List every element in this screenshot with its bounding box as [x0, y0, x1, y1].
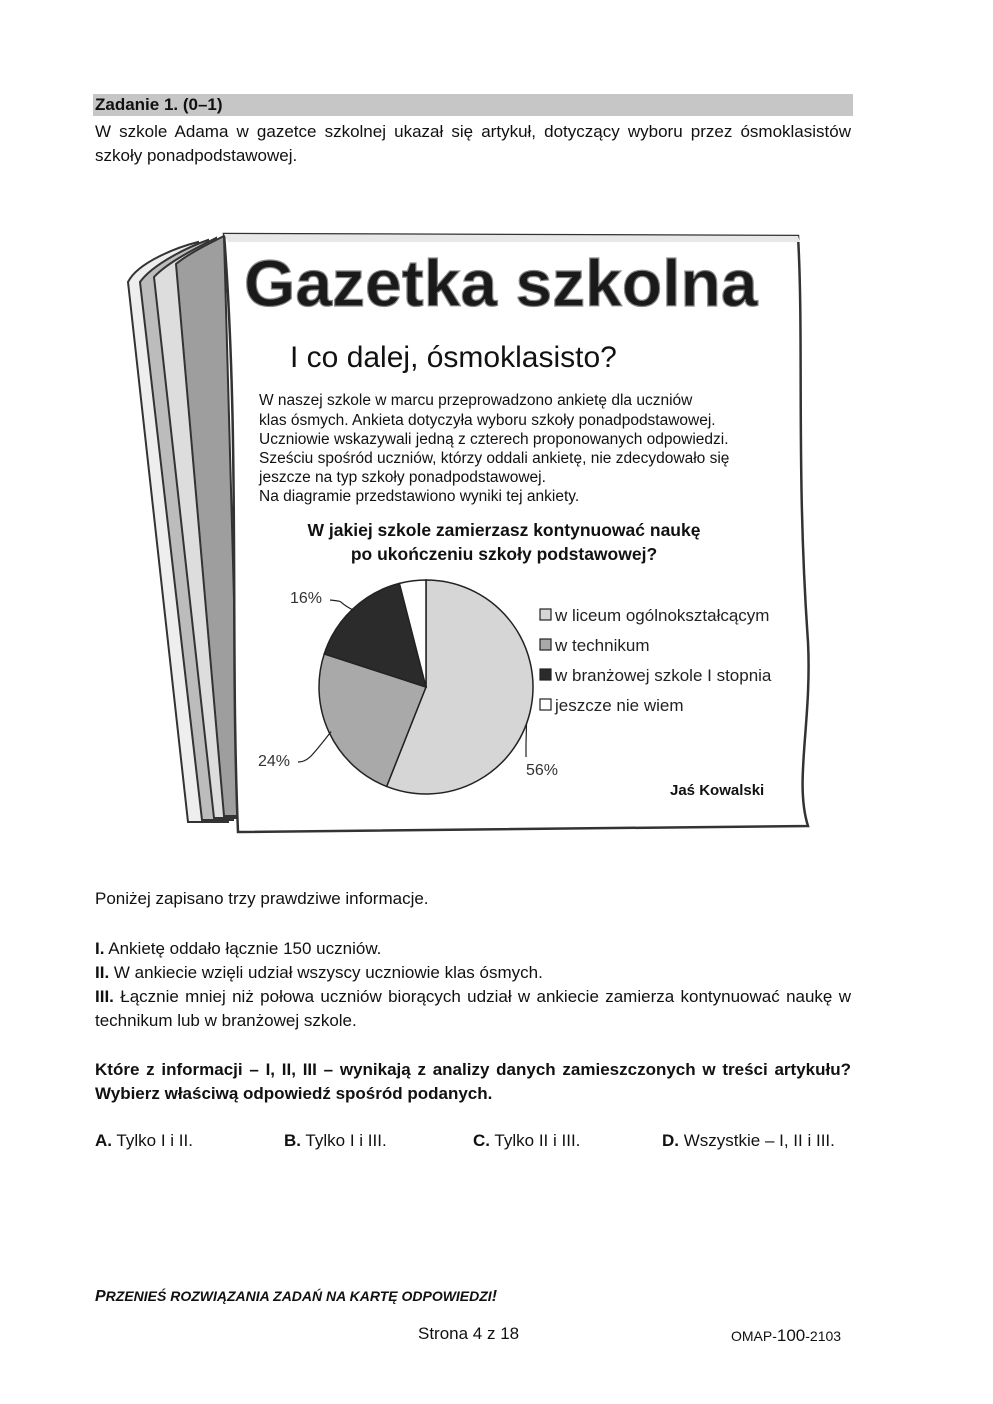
- statement-text: Ankietę oddało łącznie 150 uczniów.: [108, 939, 382, 958]
- statement-text: Łącznie mniej niż połowa uczniów biorących udział w ankiecie zamierza kontynuować naukę w technikum lub w branżowej szkole.: [95, 987, 851, 1030]
- statement-3: [95, 985, 851, 1033]
- legend-swatch: [540, 609, 551, 620]
- article-body-line: jeszcze na typ szkoły ponadpodstawowej.: [259, 469, 546, 486]
- answer-option-d[interactable]: [662, 1131, 835, 1151]
- article-author: Jaś Kowalski: [670, 782, 765, 799]
- answer-option-a[interactable]: [95, 1131, 193, 1151]
- option-text: Tylko II i III.: [494, 1131, 581, 1150]
- statement-text: W ankiecie wzięli udział wszyscy uczniowie klas ósmych.: [113, 963, 543, 982]
- task-header: Zadanie 1. (0–1): [93, 94, 853, 116]
- legend-label: w liceum ogólnokształcącym: [555, 606, 770, 625]
- legend-swatch: [540, 699, 551, 710]
- option-letter: D.: [662, 1131, 679, 1150]
- footer-instruction: PRZENIEŚ ROZWIĄZANIA ZADAŃ NA KARTĘ ODPOWIEDZI!: [95, 1288, 498, 1305]
- legend-label: w technikum: [555, 636, 650, 655]
- article-body-line: Sześciu spośród uczniów, którzy oddali ankietę, nie zdecydowało się: [259, 450, 730, 467]
- chart-title-line: po ukończeniu szkoły podstawowej?: [350, 544, 658, 564]
- option-letter: C.: [473, 1131, 490, 1150]
- statement-number: II.: [95, 963, 110, 982]
- option-letter: A.: [95, 1131, 112, 1150]
- statement-2: [95, 961, 851, 985]
- newspaper-masthead: Gazetka szkolna: [244, 246, 758, 320]
- option-letter: B.: [284, 1131, 301, 1150]
- pie-value-label: 16%: [290, 590, 323, 607]
- legend-label: w branżowej szkole I stopnia: [555, 666, 772, 685]
- article-body-line: Uczniowie wskazywali jedną z czterech proponowanych odpowiedzi.: [259, 431, 729, 448]
- statement-number: III.: [95, 987, 114, 1006]
- pie-value-label: 56%: [526, 762, 559, 779]
- page-number: Strona 4 z 18: [418, 1324, 520, 1343]
- answer-option-b[interactable]: [284, 1131, 387, 1151]
- chart-title-line: W jakiej szkole zamierzasz kontynuować naukę: [307, 520, 701, 540]
- statements-intro: Poniżej zapisano trzy prawdziwe informacje.: [95, 889, 429, 908]
- option-text: Tylko I i II.: [116, 1131, 193, 1150]
- pie-chart: [319, 580, 533, 794]
- option-text: Tylko I i III.: [305, 1131, 387, 1150]
- question: Które z informacji – I, II, III – wynikają z analizy danych zamieszczonych w treści artykułu? Wybierz właściwą odpowiedź spośród podanych.: [95, 1060, 851, 1103]
- option-text: Wszystkie – I, II i III.: [683, 1131, 835, 1150]
- statement-number: I.: [95, 939, 105, 958]
- article-body-line: W naszej szkole w marcu przeprowadzono ankietę dla uczniów: [259, 392, 693, 409]
- newspaper-illustration: [118, 222, 818, 842]
- legend-label: jeszcze nie wiem: [555, 696, 684, 715]
- article-headline: I co dalej, ósmoklasisto?: [290, 341, 617, 374]
- answer-option-c[interactable]: [473, 1131, 580, 1151]
- article-body-line: Na diagramie przedstawiono wyniki tej ankiety.: [259, 488, 580, 505]
- pie-value-label: 24%: [258, 753, 291, 770]
- exam-code: OMAP-100-2103: [731, 1326, 842, 1345]
- pie-leader-line: [526, 724, 527, 757]
- article-body-line: klas ósmych. Ankieta dotyczyła wyboru szkoły ponadpodstawowej.: [259, 412, 716, 429]
- legend-swatch: [540, 669, 551, 680]
- task-intro: W szkole Adama w gazetce szkolnej ukazał się artykuł, dotyczący wyboru przez ósmoklasistów szkoły ponadpodstawowej.: [95, 122, 851, 165]
- statement-1: [95, 937, 851, 961]
- legend-swatch: [540, 639, 551, 650]
